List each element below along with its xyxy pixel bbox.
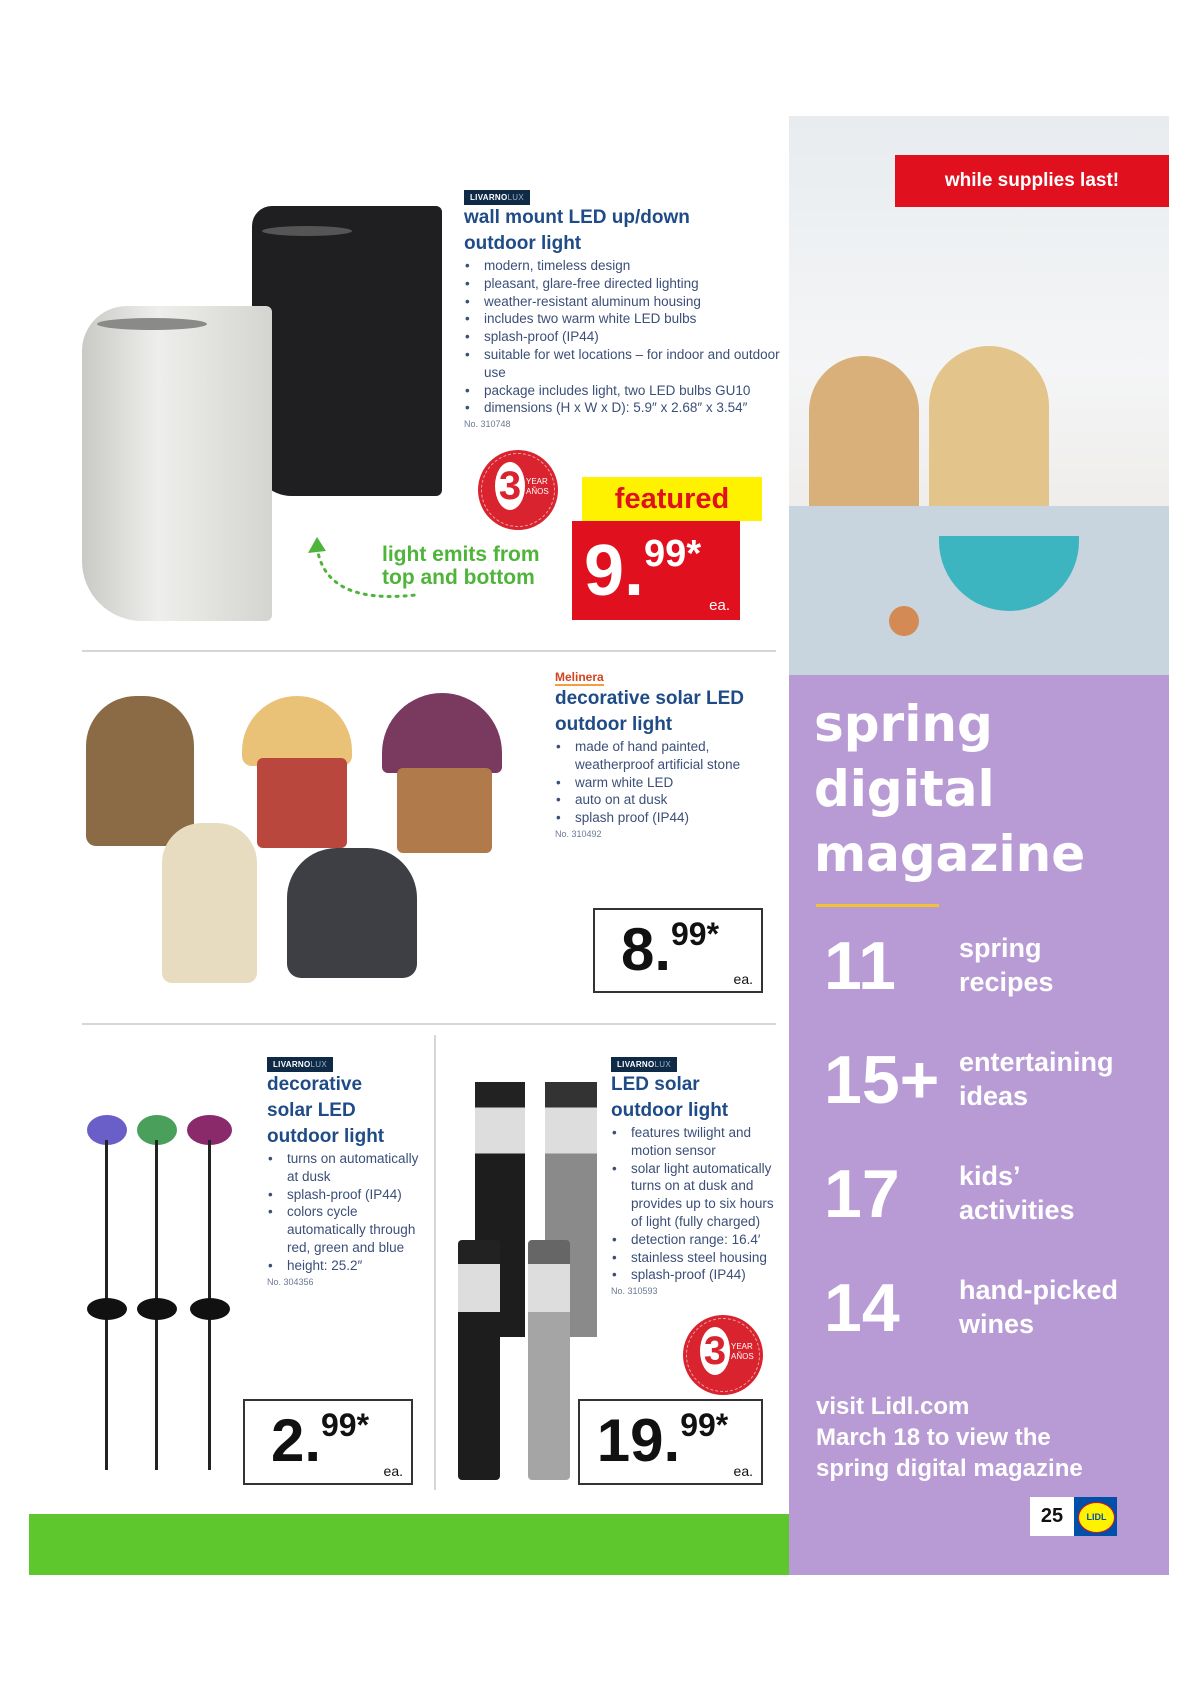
product-text [267,1054,427,1287]
divider [434,1035,436,1490]
item-number: No. 310492 [555,828,602,839]
product-title: wall mount LED up/down outdoor light [464,207,690,254]
stat-activities: 17 kids’ activities [824,1156,1075,1232]
visit-lidl-link[interactable]: visit Lidl.com March 18 to view the spring digital magazine [816,1393,1083,1482]
product-text [611,1054,783,1296]
divider [82,650,776,652]
warranty-badge: 3 YEAR AÑOS [683,1315,763,1395]
feature-list: • modern, timeless design • pleasant, glare-free directed lighting • weather-resistant aluminum housing • includes two warm white LED bulbs • splash-proof (IP44) • suitable for wet locations – for indoor and outdoor use • package includes light, two LED bulbs GU10 • dimensions (H x W x D): 5.9″ x 2.68″ x 3.54″ [464,257,782,417]
price-tag: 2. 99* ea. [243,1399,413,1485]
price-tag: 9. 99* ea. [572,521,740,620]
while-supplies-banner: while supplies last! [895,155,1169,207]
promo-title: spring digital magazine [814,695,1086,883]
product-text [555,668,780,839]
warranty-badge: 3 YEAR AÑOS [478,450,558,530]
product-title: LED solar outdoor light [611,1074,729,1121]
product-text [464,187,782,429]
page-number: 25 [1030,1497,1074,1536]
brand-logo: LIVARNOLUX [464,190,530,205]
feature-list: • turns on automatically at dusk • splash-proof (IP44) • colors cycle automatically through red, green and blue • height: 25.2″ [267,1150,427,1275]
product-title: decorative solar LED outdoor light [267,1074,385,1147]
brand-logo: Melinera [555,670,604,684]
magazine-promo-panel [789,675,1169,1575]
light-callout: light emits from top and bottom [382,543,540,589]
item-number: No. 310593 [611,1286,658,1297]
accent-line [816,904,939,907]
feature-list: • features twilight and motion sensor • solar light automatically turns on at dusk and provides up to six hours of light (fully charged) • detection range: 16.4′ • stainless steel housing • splash-proof (IP44) [611,1124,783,1284]
feature-list: • made of hand painted, weatherproof artificial stone • warm white LED • auto on at dusk • splash proof (IP44) [555,738,780,827]
item-number: No. 304356 [267,1276,314,1287]
product-title: decorative solar LED outdoor light [555,688,745,735]
brand-logo: LIVARNOLUX [611,1057,677,1072]
lidl-logo: LIDL [1074,1497,1117,1536]
product-image-fairy-houses [82,688,532,998]
divider [82,1023,776,1025]
featured-tag: featured [582,477,762,521]
price-tag: 8. 99* ea. [593,908,763,993]
stat-wines: 14 hand-picked wines [824,1270,1119,1346]
item-number: No. 310748 [464,419,511,430]
green-footer-bar [29,1514,789,1575]
stat-ideas: 15+ entertaining ideas [824,1042,1114,1118]
stat-recipes: 11 spring recipes [824,928,1054,1004]
product-image-butterfly-stakes [82,1110,252,1480]
price-tag: 19. 99* ea. [578,1399,763,1485]
brand-logo: LIVARNOLUX [267,1057,333,1072]
